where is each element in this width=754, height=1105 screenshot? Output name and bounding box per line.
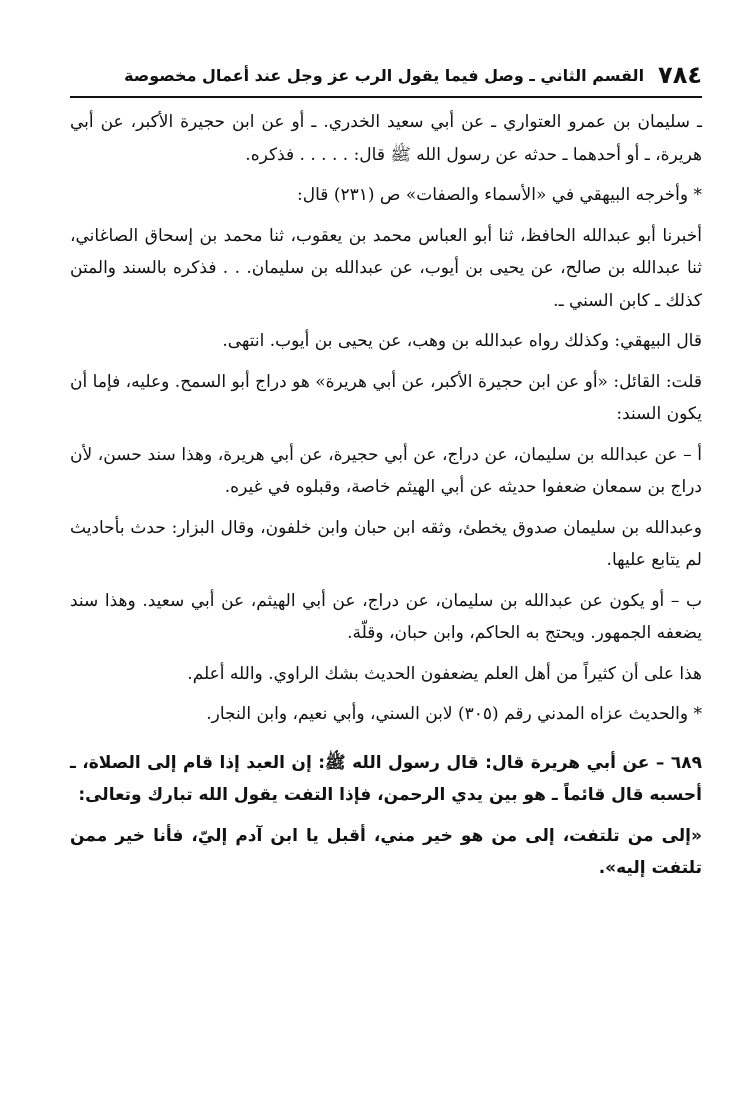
paragraph-option-a: أ – عن عبدالله بن سليمان، عن دراج، عن أبي حجيرة، عن أبي هريرة، وهذا سند حسن، لأن دراج بن سمعان ضعفوا حديثه عن أبي الهيثم خاصة، وقبلوه في غيره.	[70, 444, 702, 497]
page-header	[70, 58, 702, 98]
hadith-quote: «إلى من تلتفت، إلى من هو خير مني، أقبل يا ابن آدم إليّ، فأنا خير ممن تلتفت إليه».	[70, 825, 702, 878]
hadith-text: ٦٨٩ – عن أبي هريرة قال: قال رسول الله ﷺ: إن العبد إذا قام إلى الصلاة، ـ أحسبه قال قائماً ـ هو بين يدي الرحمن، فإذا التفت يقول الله تبارك وتعالى:	[70, 752, 702, 805]
paragraph-author-comment: قلت: القائل: «أو عن ابن حجيرة الأكبر، عن أبي هريرة» هو دراج أبو السمح. وعليه، فإما أن يكون السند:	[70, 371, 702, 424]
spacer	[70, 739, 702, 747]
book-page	[70, 58, 702, 893]
paragraph-bayhaqi-source: * وأخرجه البيهقي في «الأسماء والصفات» ص (٢٣١) قال:	[297, 185, 702, 205]
paragraph-option-b: ب – أو يكون عن عبدالله بن سليمان، عن دراج، عن أبي الهيثم، عن أبي سعيد. وهذا سند يضعفه الجمهور. ويحتج به الحاكم، وابن حبان، وقلّة.	[70, 590, 702, 643]
paragraph-bayhaqi-chain: أخبرنا أبو عبدالله الحافظ، ثنا أبو العباس محمد بن يعقوب، ثنا محمد بن إسحاق الصاغاني، ثنا عبدالله بن صالح، عن يحيى بن أيوب، عن عبدالله بن سليمان. . . فذكره بالسند والمتن كذلك ـ كابن السني ـ.	[70, 225, 702, 311]
paragraph-narrator-grading: وعبدالله بن سليمان صدوق يخطئ، وثقه ابن حبان وابن خلفون، وقال البزار: حدث بأحاديث لم يتابع عليها.	[70, 517, 702, 570]
running-title: القسم الثاني ـ وصل فيما يقول الرب عز وجل عند أعمال مخصوصة	[124, 65, 645, 85]
paragraph-bayhaqi-note: قال البيهقي: وكذلك رواه عبدالله بن وهب، عن يحيى بن أيوب. انتهى.	[222, 331, 702, 351]
paragraph-sanad-continuation: ـ سليمان بن عمرو العتواري ـ عن أبي سعيد الخدري. ـ أو عن ابن حجيرة الأكبر، عن أبي هريرة، ـ أو أحدهما ـ حدثه عن رسول الله ﷺ قال: . . . . . فذكره.	[70, 112, 702, 165]
paragraph-doubt-note: هذا على أن كثيراً من أهل العلم يضعفون الحديث بشك الراوي. والله أعلم.	[187, 663, 702, 684]
page-number: ٧٨٤	[658, 61, 702, 89]
paragraph-attribution: * والحديث عزاه المدني رقم (٣٠٥) لابن السني، وأبي نعيم، وابن النجار.	[206, 704, 702, 724]
